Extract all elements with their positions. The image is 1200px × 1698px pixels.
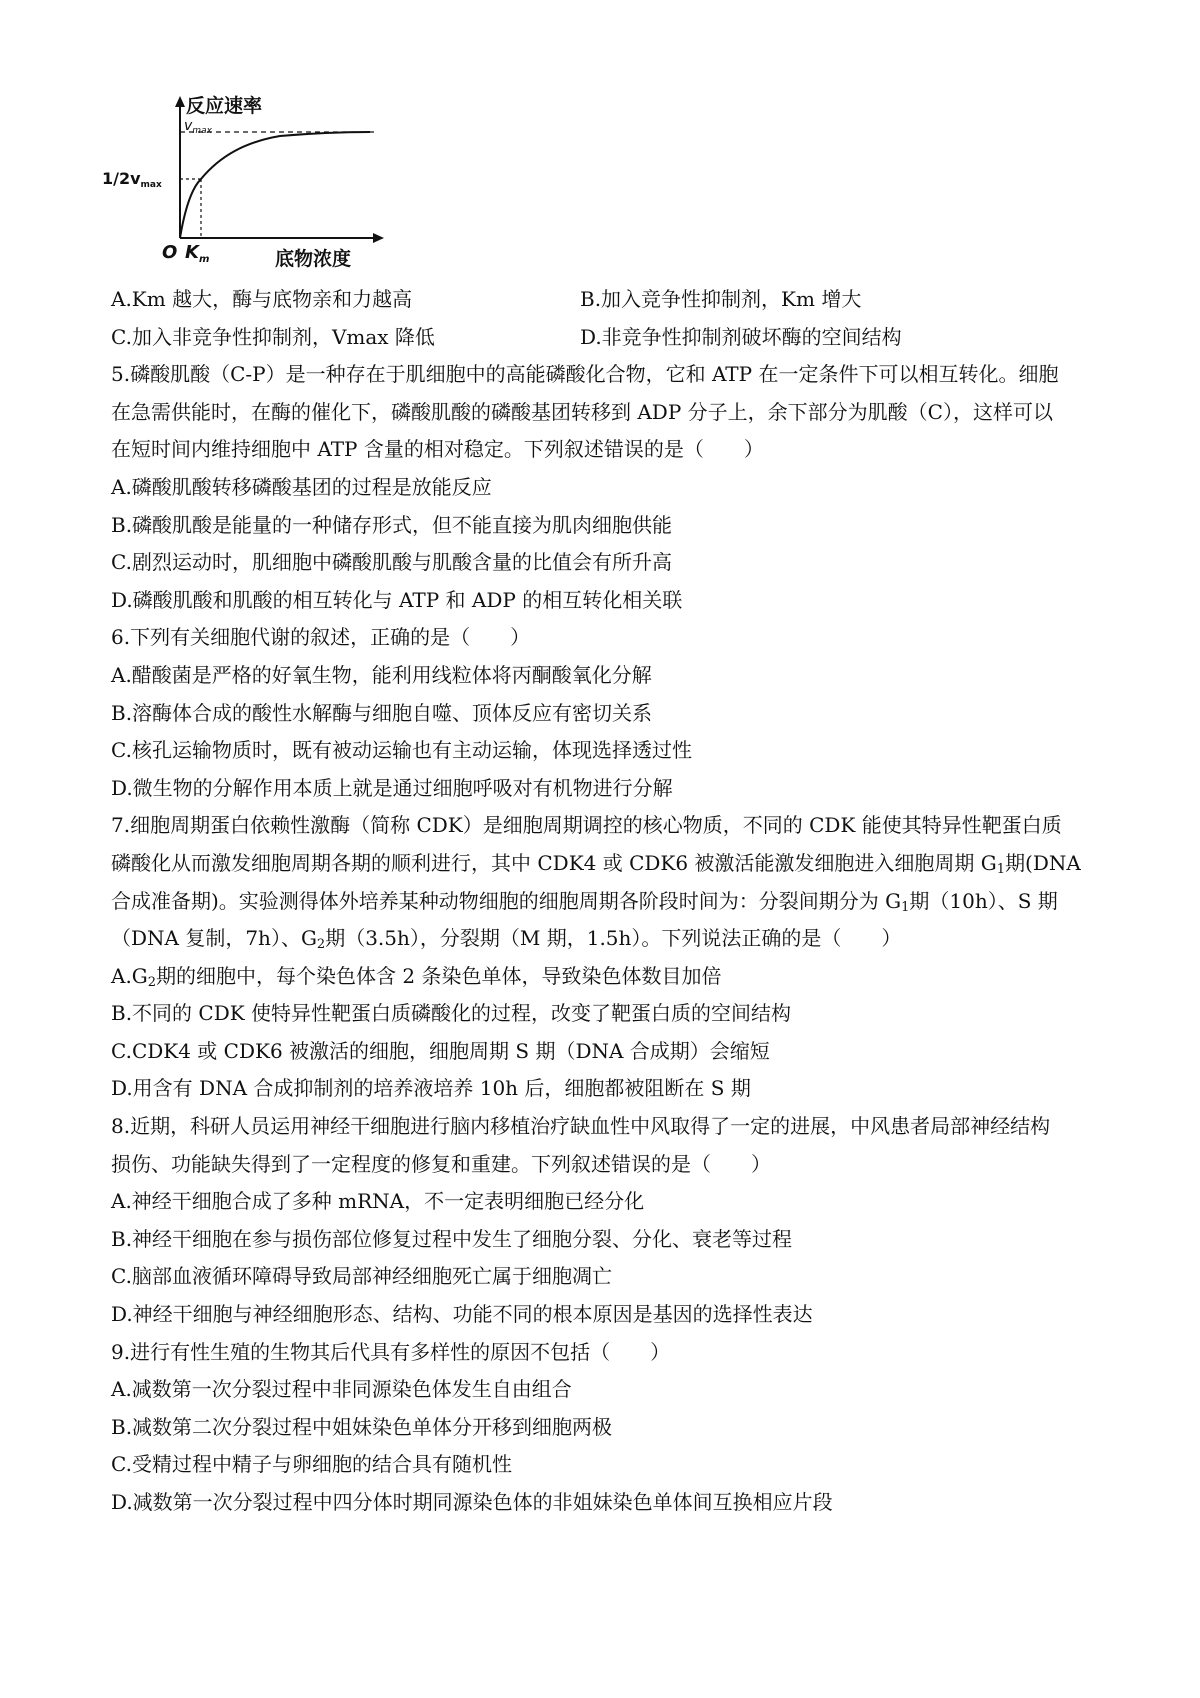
q4-option-a: A.Km 越大，酶与底物亲和力越高 bbox=[111, 287, 413, 311]
q6-option-d: D.微生物的分解作用本质上就是通过细胞呼吸对有机物进行分解 bbox=[111, 775, 673, 800]
q7-stem-line-2: 磷酸化从而激发细胞周期各期的顺利进行，其中 CDK4 或 CDK6 被激活能激发细胞进入细胞周期 $G_1$期(DNA bbox=[111, 850, 1081, 877]
question-content bbox=[111, 281, 1101, 1522]
q7-stem-line-4: （DNA 复制，7h）、$G_2$期（3.5h），分裂期（M 期，1.5h）。下列说法正确的是（ ） bbox=[111, 926, 902, 953]
reaction-rate-figure bbox=[100, 90, 420, 280]
q7-option-a: $A.G_2$期的细胞中，每个染色体含 2 条染色单体，导致染色体数目加倍 bbox=[111, 963, 722, 990]
q9-option-b: B.减数第二次分裂过程中姐妹染色单体分开移到细胞两极 bbox=[111, 1414, 613, 1439]
q6-option-a: A.醋酸菌是严格的好氧生物，能利用线粒体将丙酮酸氧化分解 bbox=[111, 662, 652, 687]
q7-option-c: C.CDK4 或 CDK6 被激活的细胞，细胞周期 S 期（DNA 合成期）会缩短 bbox=[111, 1038, 770, 1063]
q5-stem-line-1: 5.磷酸肌酸（C-P）是一种存在于肌细胞中的高能磷酸化合物，它和 ATP 在一定条件下可以相互转化。细胞 bbox=[111, 362, 1059, 387]
q7-option-d: D.用含有 DNA 合成抑制剂的培养液培养 10h 后，细胞都被阻断在 S 期 bbox=[111, 1076, 751, 1101]
q5-option-c: C.剧烈运动时，肌细胞中磷酸肌酸与肌酸含量的比值会有所升高 bbox=[111, 550, 672, 575]
reaction-rate-graph bbox=[100, 90, 420, 280]
q8-option-c: C.脑部血液循环障碍导致局部神经细胞死亡属于细胞凋亡 bbox=[111, 1264, 612, 1289]
q6-stem: 6.下列有关细胞代谢的叙述，正确的是（ ） bbox=[111, 625, 531, 650]
q4-option-c: C.加入非竞争性抑制剂，Vmax 降低 bbox=[111, 324, 435, 349]
km-label: $K_m$ bbox=[185, 242, 210, 265]
q7-option-b: B.不同的 CDK 使特异性靶蛋白质磷酸化的过程，改变了靶蛋白质的空间结构 bbox=[111, 1001, 792, 1026]
q9-option-a: A.减数第一次分裂过程中非同源染色体发生自由组合 bbox=[111, 1377, 572, 1402]
q5-stem-line-3: 在短时间内维持细胞中 ATP 含量的相对稳定。下列叙述错误的是（ ） bbox=[111, 437, 764, 462]
q4-options-row-2 bbox=[111, 319, 1101, 357]
q8-stem-line-1: 8.近期，科研人员运用神经干细胞进行脑内移植治疗缺血性中风取得了一定的进展，中风患者局部神经结构 bbox=[111, 1114, 1051, 1139]
q7-stem-line-3: 合成准备期)。实验测得体外培养某种动物细胞的细胞周期各阶段时间为：分裂间期分为 $G_1$期（10h）、S 期 bbox=[111, 888, 1058, 915]
q9-option-d: D.减数第一次分裂过程中四分体时期同源染色体的非姐妹染色单体间互换相应片段 bbox=[111, 1490, 833, 1514]
q8-option-a: A.神经干细胞合成了多种 mRNA，不一定表明细胞已经分化 bbox=[111, 1189, 645, 1214]
q8-stem-line-2: 损伤、功能缺失得到了一定程度的修复和重建。下列叙述错误的是（ ） bbox=[111, 1151, 771, 1176]
q5-option-d: D.磷酸肌酸和肌酸的相互转化与 ATP 和 ADP 的相互转化相关联 bbox=[111, 587, 683, 612]
q6-option-b: B.溶酶体合成的酸性水解酶与细胞自噬、顶体反应有密切关系 bbox=[111, 700, 653, 725]
x-axis-label: 底物浓度 bbox=[275, 248, 352, 270]
origin-label: O bbox=[162, 242, 178, 263]
q5-option-a: A.磷酸肌酸转移磷酸基团的过程是放能反应 bbox=[111, 474, 492, 499]
q5-stem-line-2: 在急需供能时，在酶的催化下，磷酸肌酸的磷酸基团转移到 ADP 分子上，余下部分为肌酸（C），这样可以 bbox=[111, 399, 1053, 424]
x-axis-arrow-icon bbox=[373, 233, 384, 243]
q9-stem: 9.进行有性生殖的生物其后代具有多样性的原因不包括（ ） bbox=[111, 1339, 671, 1364]
q6-option-c: C.核孔运输物质时，既有被动运输也有主动运输，体现选择透过性 bbox=[111, 738, 692, 763]
vmax-label: $v_{max}$ bbox=[184, 118, 212, 136]
q5-option-b: B.磷酸肌酸是能量的一种储存形式，但不能直接为肌肉细胞供能 bbox=[111, 512, 673, 537]
y-axis-label: 反应速率 bbox=[186, 95, 263, 117]
q7-stem-line-1: 7.细胞周期蛋白依赖性激酶（简称 CDK）是细胞周期调控的核心物质，不同的 CDK 能使其特异性靶蛋白质 bbox=[111, 813, 1062, 838]
q4-option-b: B.加入竞争性抑制剂，Km 增大 bbox=[580, 287, 862, 311]
half-vmax-label: 1/2vmax bbox=[102, 169, 162, 190]
saturation-curve bbox=[180, 132, 370, 238]
q4-options-row-1 bbox=[111, 281, 1101, 319]
q8-option-d: D.神经干细胞与神经细胞形态、结构、功能不同的根本原因是基因的选择性表达 bbox=[111, 1302, 813, 1327]
q4-option-d: D.非竞争性抑制剂破坏酶的空间结构 bbox=[580, 324, 902, 349]
q9-option-c: C.受精过程中精子与卵细胞的结合具有随机性 bbox=[111, 1452, 512, 1477]
y-axis-arrow-icon bbox=[175, 96, 185, 107]
q8-option-b: B.神经干细胞在参与损伤部位修复过程中发生了细胞分裂、分化、衰老等过程 bbox=[111, 1226, 793, 1251]
